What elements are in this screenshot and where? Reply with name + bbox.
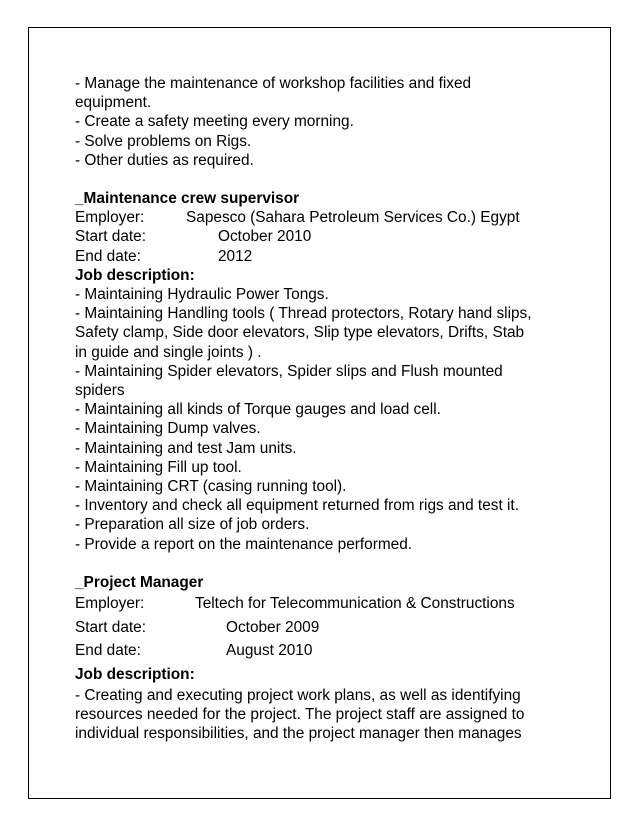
end-date-label: End date:	[75, 247, 141, 265]
duty-line: spiders	[75, 382, 125, 400]
intro-line: - Manage the maintenance of workshop facilities and fixed	[75, 75, 472, 92]
paragraph-line: resources needed for the project. The project staff are assigned to	[75, 706, 525, 724]
start-date-row	[75, 616, 575, 640]
end-date-value: August 2010	[226, 642, 313, 660]
duty-line: - Provide a report on the maintenance performed.	[75, 535, 413, 553]
end-date-row	[75, 639, 575, 663]
job-description-label: Job description:	[75, 665, 195, 683]
section-project-manager	[75, 573, 575, 744]
start-date-value: October 2009	[226, 618, 320, 636]
employer-label: Employer:	[75, 209, 145, 227]
duty-line: Safety clamp, Side door elevators, Slip type elevators, Drifts, Stab	[75, 324, 525, 342]
intro-line: - Solve problems on Rigs.	[75, 132, 252, 150]
intro-line: equipment.	[75, 94, 152, 112]
start-date-value: October 2010	[218, 228, 312, 246]
end-date-label: End date:	[75, 642, 141, 660]
duty-line: in guide and single joints ) .	[75, 343, 262, 361]
intro-line: - Create a safety meeting every morning.	[75, 113, 354, 131]
start-date-row	[75, 227, 575, 246]
duty-line: - Maintaining Hydraulic Power Tongs.	[75, 286, 329, 304]
employer-label: Employer:	[75, 595, 145, 613]
duty-line: - Maintaining all kinds of Torque gauges and load cell.	[75, 401, 441, 419]
duty-line: - Inventory and check all equipment returned from rigs and test it.	[75, 497, 519, 515]
duty-line: - Maintaining Spider elevators, Spider slips and Flush mounted	[75, 362, 503, 380]
duty-line: - Maintaining Dump valves.	[75, 420, 261, 438]
duty-list	[75, 285, 575, 554]
employer-value: Teltech for Telecommunication & Constructions	[195, 595, 515, 613]
start-date-label: Start date:	[75, 228, 147, 246]
start-date-label: Start date:	[75, 618, 147, 636]
section-title: _Project Manager	[75, 573, 204, 591]
job-description-paragraph	[75, 686, 575, 744]
resume-content	[75, 74, 575, 744]
section-maintenance-supervisor	[75, 189, 575, 554]
employer-row	[75, 208, 575, 227]
duty-line: - Maintaining Handling tools ( Thread protectors, Rotary hand slips,	[75, 305, 532, 323]
employer-row	[75, 592, 575, 616]
job-description-label: Job description:	[75, 266, 195, 284]
end-date-value: 2012	[218, 247, 253, 265]
employer-value: Sapesco (Sahara Petroleum Services Co.) Egypt	[186, 209, 520, 227]
paragraph-line: individual responsibilities, and the project manager then manages	[75, 725, 522, 743]
duty-line: - Maintaining Fill up tool.	[75, 458, 242, 476]
duty-line: - Maintaining and test Jam units.	[75, 439, 297, 457]
intro-duties	[75, 74, 575, 170]
intro-line: - Other duties as required.	[75, 151, 254, 169]
duty-line: - Preparation all size of job orders.	[75, 516, 310, 534]
section-title: _Maintenance crew supervisor	[75, 190, 300, 208]
paragraph-line: - Creating and executing project work plans, as well as identifying	[75, 687, 521, 705]
end-date-row	[75, 247, 575, 266]
duty-line: - Maintaining CRT (casing running tool).	[75, 478, 347, 496]
